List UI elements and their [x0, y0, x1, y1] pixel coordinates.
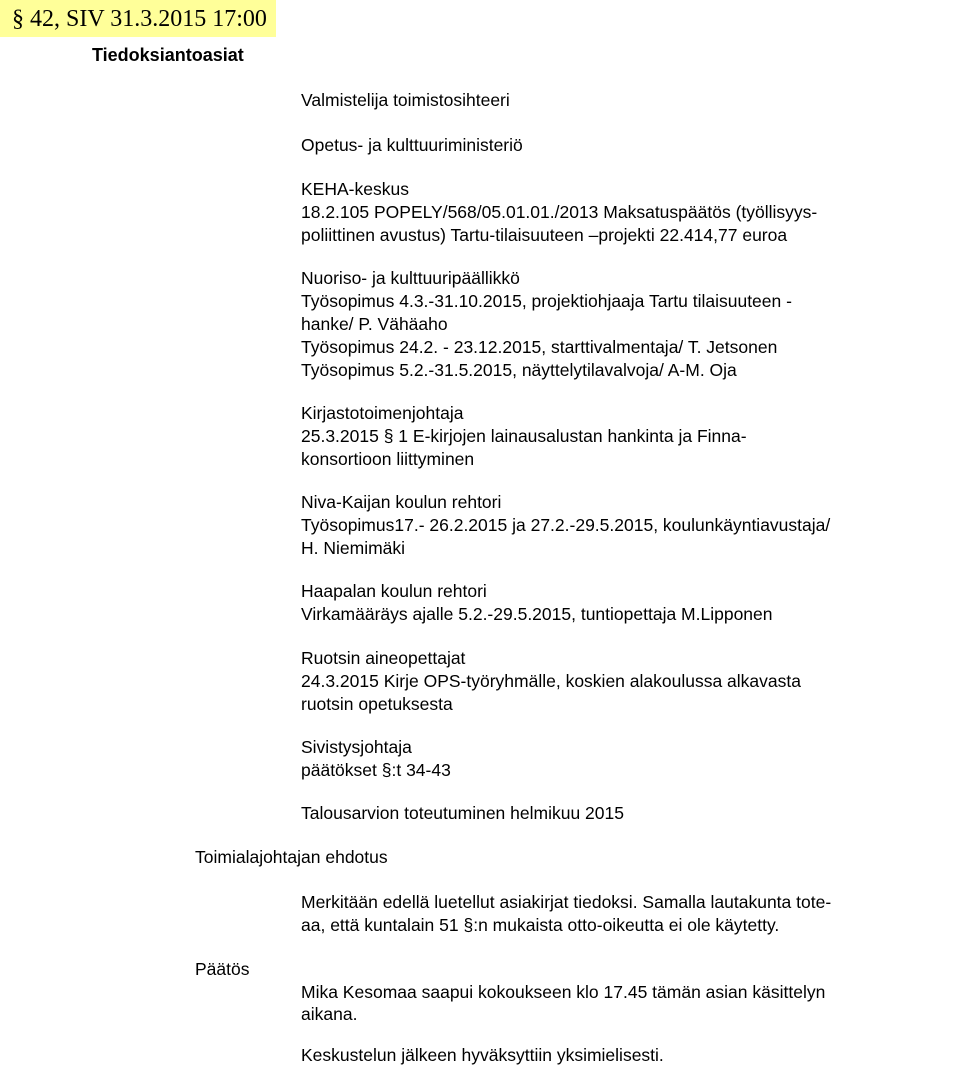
nuoriso-line-2: Työsopimus 4.3.-31.10.2015, projektiohjaaja Tartu tilaisuuteen -	[301, 291, 792, 311]
ministerio-text: Opetus- ja kulttuuriministeriö	[301, 135, 523, 155]
section-title: § 42, SIV 31.3.2015 17:00	[12, 6, 267, 32]
decision-label: Päätös	[195, 959, 250, 979]
nuoriso-sender: Nuoriso- ja kulttuuripäällikkö	[301, 268, 520, 288]
decision-line-2: aikana.	[301, 1004, 358, 1024]
niva-line-3: H. Niemimäki	[301, 538, 406, 558]
nuoriso-line-5: Työsopimus 5.2.-31.5.2015, näyttelytilavalvoja/ A-M. Oja	[301, 360, 737, 380]
sivistys-line-2: päätökset §:t 34-43	[301, 760, 451, 780]
keha-line-3: poliittinen avustus) Tartu-tilaisuuteen –projekti 22.414,77 euroa	[301, 225, 788, 245]
niva-line-2: Työsopimus17.- 26.2.2015 ja 27.2.-29.5.2015, koulunkäyntiavustaja/	[301, 515, 831, 535]
decision-line-1: Mika Kesomaa saapui kokoukseen klo 17.45 tämän asian käsittelyn	[301, 982, 826, 1002]
niva-sender: Niva-Kaijan koulun rehtori	[301, 492, 502, 512]
proposal-label: Toimialajohtajan ehdotus	[195, 847, 388, 867]
ruotsi-sender: Ruotsin aineopettajat	[301, 648, 466, 668]
nuoriso-line-3: hanke/ P. Vähäaho	[301, 314, 448, 334]
talousarvio-text: Talousarvion toteutuminen helmikuu 2015	[301, 803, 624, 823]
decision-line-3: Keskustelun jälkeen hyväksyttiin yksimielisesti.	[301, 1045, 664, 1065]
ruotsi-line-3: ruotsin opetuksesta	[301, 694, 453, 714]
kirjasto-line-3: konsortioon liittyminen	[301, 449, 475, 469]
valmistelija-text: Valmistelija toimistosihteeri	[301, 90, 510, 110]
kirjasto-line-2: 25.3.2015 § 1 E-kirjojen lainausalustan hankinta ja Finna-	[301, 426, 747, 446]
keha-line-2: 18.2.105 POPELY/568/05.01.01./2013 Maksatuspäätös (työllisyys-	[301, 202, 818, 222]
sivistys-sender: Sivistysjohtaja	[301, 737, 412, 757]
kirjasto-sender: Kirjastotoimenjohtaja	[301, 403, 464, 423]
page-heading: Tiedoksiantoasiat	[92, 45, 244, 65]
proposal-line-2: aa, että kuntalain 51 §:n mukaista otto-oikeutta ei ole käytetty.	[301, 915, 780, 935]
proposal-line-1: Merkitään edellä luetellut asiakirjat tiedoksi. Samalla lautakunta tote-	[301, 892, 832, 912]
haapala-line-2: Virkamääräys ajalle 5.2.-29.5.2015, tuntiopettaja M.Lipponen	[301, 604, 773, 624]
keha-sender: KEHA-keskus	[301, 179, 409, 199]
haapala-sender: Haapalan koulun rehtori	[301, 581, 487, 601]
ruotsi-line-2: 24.3.2015 Kirje OPS-työryhmälle, koskien alakoulussa alkavasta	[301, 671, 801, 691]
nuoriso-line-4: Työsopimus 24.2. - 23.12.2015, starttivalmentaja/ T. Jetsonen	[301, 337, 778, 357]
